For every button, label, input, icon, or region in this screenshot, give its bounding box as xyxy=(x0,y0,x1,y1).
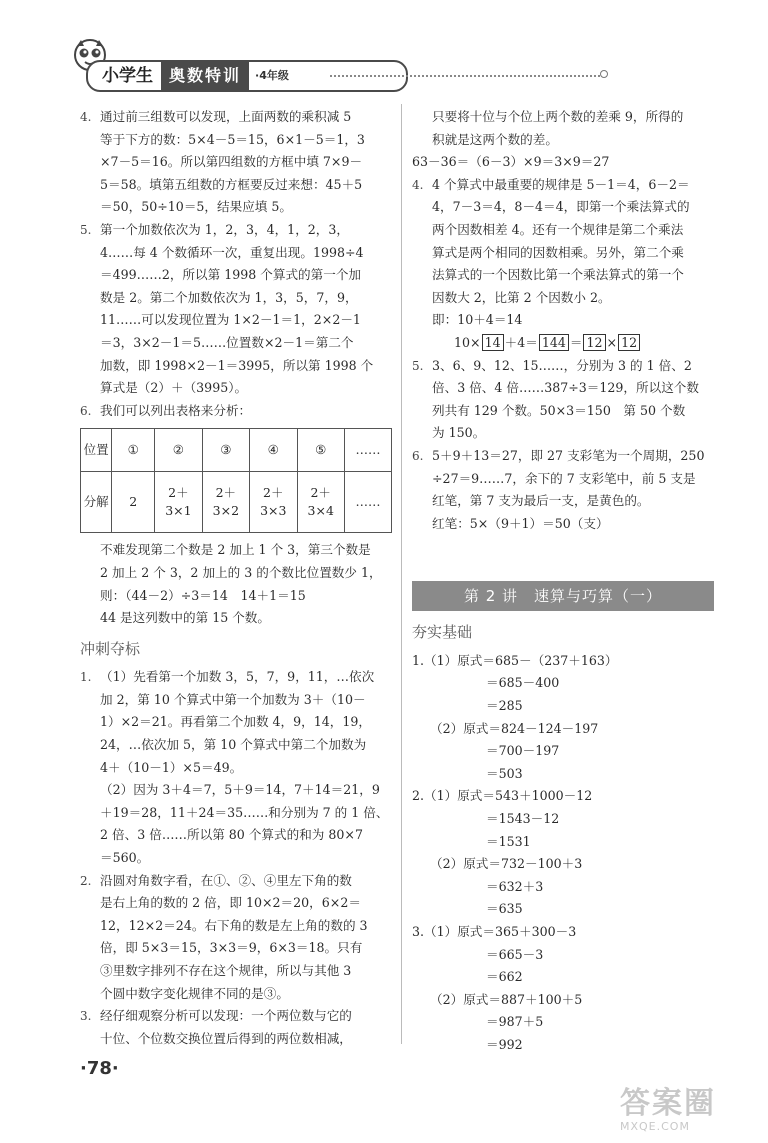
spacer xyxy=(412,535,714,575)
text-line: 44 是这列数中的第 15 个数。 xyxy=(100,610,270,626)
table-cell: 2＋3×4 xyxy=(297,472,344,533)
calc-step: ＝665－3 xyxy=(486,946,544,962)
calc-step: ＝635 xyxy=(486,901,523,917)
text-line: 算式是两个相同的因数相乘。另外，第二个乘 xyxy=(432,244,684,260)
text-line: 倍，即 5×3＝15，3×3＝9，6×3＝18。只有 xyxy=(100,940,363,956)
calc-label: （2）原式 xyxy=(430,856,489,872)
calc-step: ＝543＋1000－12 xyxy=(482,788,593,804)
text-line: 我们可以列出表格来分析： xyxy=(100,402,252,418)
calc-label: （2）原式 xyxy=(430,720,489,736)
text-line: 则：（44－2）÷3＝14 14＋1＝15 xyxy=(100,587,306,603)
text-line: 通过前三组数可以发现，上面两数的乘积减 5 xyxy=(100,109,352,124)
text-line: 只要将十位与个位上两个数的差乘 9，所得的 xyxy=(432,109,684,124)
table-header-cell: 位置 xyxy=(81,429,112,472)
item-number: 6. xyxy=(412,448,424,463)
calc-step: ＝285 xyxy=(486,698,523,714)
sprint-item-1 xyxy=(80,666,392,869)
calc-line xyxy=(412,785,714,808)
text-line: 经仔细观察分析可以发现：一个两位数与它的 xyxy=(100,1008,352,1024)
calc-step: ＝992 xyxy=(486,1036,523,1052)
right-column xyxy=(412,106,714,1057)
watermark-sub: MXQE.COM xyxy=(620,1120,690,1133)
text-line: 1）×2＝21。再看第二个加数 4，9，14，19， xyxy=(100,714,371,730)
sprint-item-2 xyxy=(80,870,392,1006)
calc-line xyxy=(412,921,714,944)
header-dotted-line xyxy=(330,75,600,77)
calc-line xyxy=(412,650,714,673)
table-cell: ③ xyxy=(202,429,249,472)
calc-step: ＝632＋3 xyxy=(486,878,544,894)
calc-line xyxy=(430,989,714,1012)
text-line: 倍、3 倍、4 倍……387÷3＝129，所以这个数 xyxy=(432,380,699,396)
item-number: 4. xyxy=(80,110,92,124)
sprint-item-5 xyxy=(412,355,714,445)
text-line: 算式是（2）＋（3995）。 xyxy=(100,380,248,396)
text-line: ×7－5＝16。所以第四组数的方框中填 7×9－ xyxy=(100,154,363,170)
text-line: 个圆中数字变化规律不同的是③。 xyxy=(100,985,289,1001)
calc-step: ＝887＋100＋5 xyxy=(488,991,583,1007)
page-number: ·78· xyxy=(80,1058,119,1079)
calc-step: ＝503 xyxy=(486,765,523,781)
text-line: 红笔，第 7 支为最后一支，是黄色的。 xyxy=(432,493,650,509)
text-line: 加数，即 1998×2－1＝3995，所以第 1998 个 xyxy=(100,357,374,373)
calc-step: ＝1531 xyxy=(486,833,531,849)
text-line: 法算式的一个因数比第一个乘法算式的第一个 xyxy=(432,267,684,283)
calc-1-1 xyxy=(412,650,714,718)
text-line: 63－36＝（6－3）×9＝3×9＝27 xyxy=(412,154,610,170)
text-line: 11……可以发现位置为 1×2－1＝1，2×2－1 xyxy=(100,312,361,328)
text-line: 数是 2。第二个加数依次为 1，3，5，7，9， xyxy=(100,289,358,305)
answer-item-6-conclusion xyxy=(80,539,392,629)
text-line: 因数大 2，比第 2 个因数小 2。 xyxy=(432,289,611,305)
eq-box-b: 14 xyxy=(482,334,504,351)
sprint-item-3-continued xyxy=(412,106,714,151)
calc-step: ＝824－124－197 xyxy=(488,720,599,736)
text-line: ③里数字排列不存在这个规律，所以与其他 3 xyxy=(100,963,352,978)
column-divider xyxy=(401,104,402,1044)
answer-item-4 xyxy=(80,106,392,219)
page-header xyxy=(72,38,612,96)
text-line: 是右上角的数的 2 倍，即 10×2＝20，6×2＝ xyxy=(100,895,361,911)
text-line: 24，…依次加 5，第 10 个算式中第二个加数为 xyxy=(100,737,367,753)
table-header-cell: 分解 xyxy=(81,472,112,533)
item-number: 5. xyxy=(412,358,424,373)
table-cell: 2 xyxy=(112,472,155,533)
calc-label: 3.（1）原式 xyxy=(412,924,483,939)
text-line: 红笔：5×（9＋1）＝50（支） xyxy=(432,515,609,531)
text-line: 5＋9＋13＝27，即 27 支彩笔为一个周期，250 xyxy=(432,447,705,463)
calc-3-1 xyxy=(412,921,714,989)
table-cell: ① xyxy=(112,429,155,472)
equation-boxes: 10× 14 ＋4＝ 144 ＝ 12 × 12 xyxy=(432,332,714,355)
item-number: 6. xyxy=(80,403,92,418)
text-line: ＝499……2，所以第 1998 个算式的第一个加 xyxy=(100,267,362,283)
table-cell: ⑤ xyxy=(297,429,344,472)
calc-1-2 xyxy=(412,718,714,786)
text-line: 列共有 129 个数。50×3＝150 第 50 个数 xyxy=(432,402,686,418)
eq-box-d: 144 xyxy=(539,334,569,351)
text-line: 两个因数相差 4。还有一个规律是第二个乘法 xyxy=(432,221,684,237)
book-grade: ·4年级 xyxy=(255,68,289,82)
book-brand: 小学生 xyxy=(102,65,153,86)
table-cell: 2＋3×3 xyxy=(250,472,297,533)
header-dot-end xyxy=(600,70,608,78)
calc-line xyxy=(430,853,714,876)
table-cell: 2＋3×1 xyxy=(155,472,202,533)
text-line: 4，7－3＝4，8－4＝4，即第一个乘法算式的 xyxy=(432,199,690,215)
text-line: 为 150。 xyxy=(432,425,486,441)
calc-step: ＝365＋300－3 xyxy=(482,924,577,939)
table-row xyxy=(81,429,392,472)
text-line: 等于下方的数：5×4－5＝15，6×1－5＝1，3 xyxy=(100,131,365,147)
item-number: 4. xyxy=(412,177,424,192)
eq-box-e: 12 xyxy=(583,334,605,351)
text-line: 沿圆对角数字看，在①、②、④里左下角的数 xyxy=(100,872,352,888)
lecture-title-bar: 第 2 讲 速算与巧算（一） xyxy=(412,581,714,611)
calc-3-2 xyxy=(412,989,714,1057)
text-line: 3、6、9、12、15……，分别为 3 的 1 倍、2 xyxy=(432,357,692,373)
answer-item-6 xyxy=(80,400,392,423)
text-line: ＝560。 xyxy=(100,850,150,866)
item-number: 2. xyxy=(80,873,92,888)
calc-label: 1.（1）原式 xyxy=(412,652,483,668)
analysis-table xyxy=(80,428,392,533)
text-line: （1）先看第一个加数 3，5，7，9，11，…依次 xyxy=(100,669,375,685)
text-line: 5＝58。填第五组数的方框要反过来想：45＋5 xyxy=(100,176,363,192)
item-number: 5. xyxy=(80,222,92,237)
table-cell: …… xyxy=(344,472,391,533)
calc-step: ＝685－400 xyxy=(486,675,560,691)
text-line: 不难发现第二个数是 2 加上 1 个 3，第三个数是 xyxy=(100,542,371,558)
table-row xyxy=(81,472,392,533)
sprint-item-6 xyxy=(412,445,714,535)
calc-step: ＝700－197 xyxy=(486,743,560,759)
text-line: 2 倍、3 倍……所以第 80 个算式的和为 80×7 xyxy=(100,827,363,843)
text-line: 第一个加数依次为 1，2，3，4，1，2，3， xyxy=(100,221,349,237)
item-number: 1. xyxy=(80,670,92,685)
calc-2-2 xyxy=(412,853,714,921)
text-line: 12，12×2＝24。右下角的数是左上角的数的 3 xyxy=(100,917,368,933)
section-subtitle-basics: 夯实基础 xyxy=(412,623,473,642)
book-series: 奥数特训 xyxy=(161,62,249,90)
eq-box-f: 12 xyxy=(618,334,640,351)
eq-c: 4 xyxy=(517,334,526,350)
text-line: （2）因为 3＋4＝7，5＋9＝14，7＋14＝21，9 xyxy=(100,782,380,798)
calc-2-1 xyxy=(412,785,714,853)
table-cell: 2＋3×2 xyxy=(202,472,249,533)
text-line: 加 2，第 10 个算式中第一个加数为 3＋（10－ xyxy=(100,691,366,707)
calc-line xyxy=(430,718,714,741)
calc-step: ＝732－100＋3 xyxy=(488,856,583,872)
text-line: 即：10＋4＝14 xyxy=(432,312,523,328)
watermark-main: 答案圈 xyxy=(620,1086,716,1121)
text-line: 4＋（10－1）×5＝49。 xyxy=(100,759,243,775)
text-line: ＋19＝28，11＋24＝35……和分别为 7 的 1 倍、 xyxy=(100,804,389,820)
calc-label: （2）原式 xyxy=(430,991,489,1007)
text-line: 十位、个位数交换位置后得到的两位数相减， xyxy=(100,1030,352,1046)
answer-item-5 xyxy=(80,219,392,400)
calc-step: ＝1543－12 xyxy=(486,811,560,827)
site-watermark xyxy=(620,1088,760,1140)
calc-step: ＝662 xyxy=(486,969,523,985)
table-cell: …… xyxy=(344,429,391,472)
text-line: ＝3，3×2－1＝5……位置数×2－1＝第二个 xyxy=(100,334,354,350)
calc-step: ＝987＋5 xyxy=(486,1014,544,1030)
left-column xyxy=(80,106,392,1050)
section-subtitle-sprint: 冲刺夺标 xyxy=(80,639,141,658)
text-line: ＝50，50÷10＝5，结果应填 5。 xyxy=(100,199,292,215)
sprint-item-3 xyxy=(80,1005,392,1050)
text-line: 积就是这两个数的差。 xyxy=(432,131,558,147)
calc-step: ＝685－（237＋163） xyxy=(482,652,618,668)
table-cell: ④ xyxy=(250,429,297,472)
text-line: 4……每 4 个数循环一次，重复出现。1998÷4 xyxy=(100,244,364,260)
item-number: 3. xyxy=(80,1009,92,1024)
calc-label: 2.（1）原式 xyxy=(412,788,483,804)
text-line: 4 个算式中最重要的规律是 5－1＝4，6－2＝ xyxy=(432,176,690,192)
text-line: ÷27＝9……7，余下的 7 支彩笔中，前 5 支是 xyxy=(432,470,696,486)
table-cell: ② xyxy=(155,429,202,472)
eq-a: 10 xyxy=(454,334,471,350)
text-line: 2 加上 2 个 3，2 加上的 3 的个数比位置数少 1， xyxy=(100,564,382,580)
sprint-item-4 xyxy=(412,174,714,355)
